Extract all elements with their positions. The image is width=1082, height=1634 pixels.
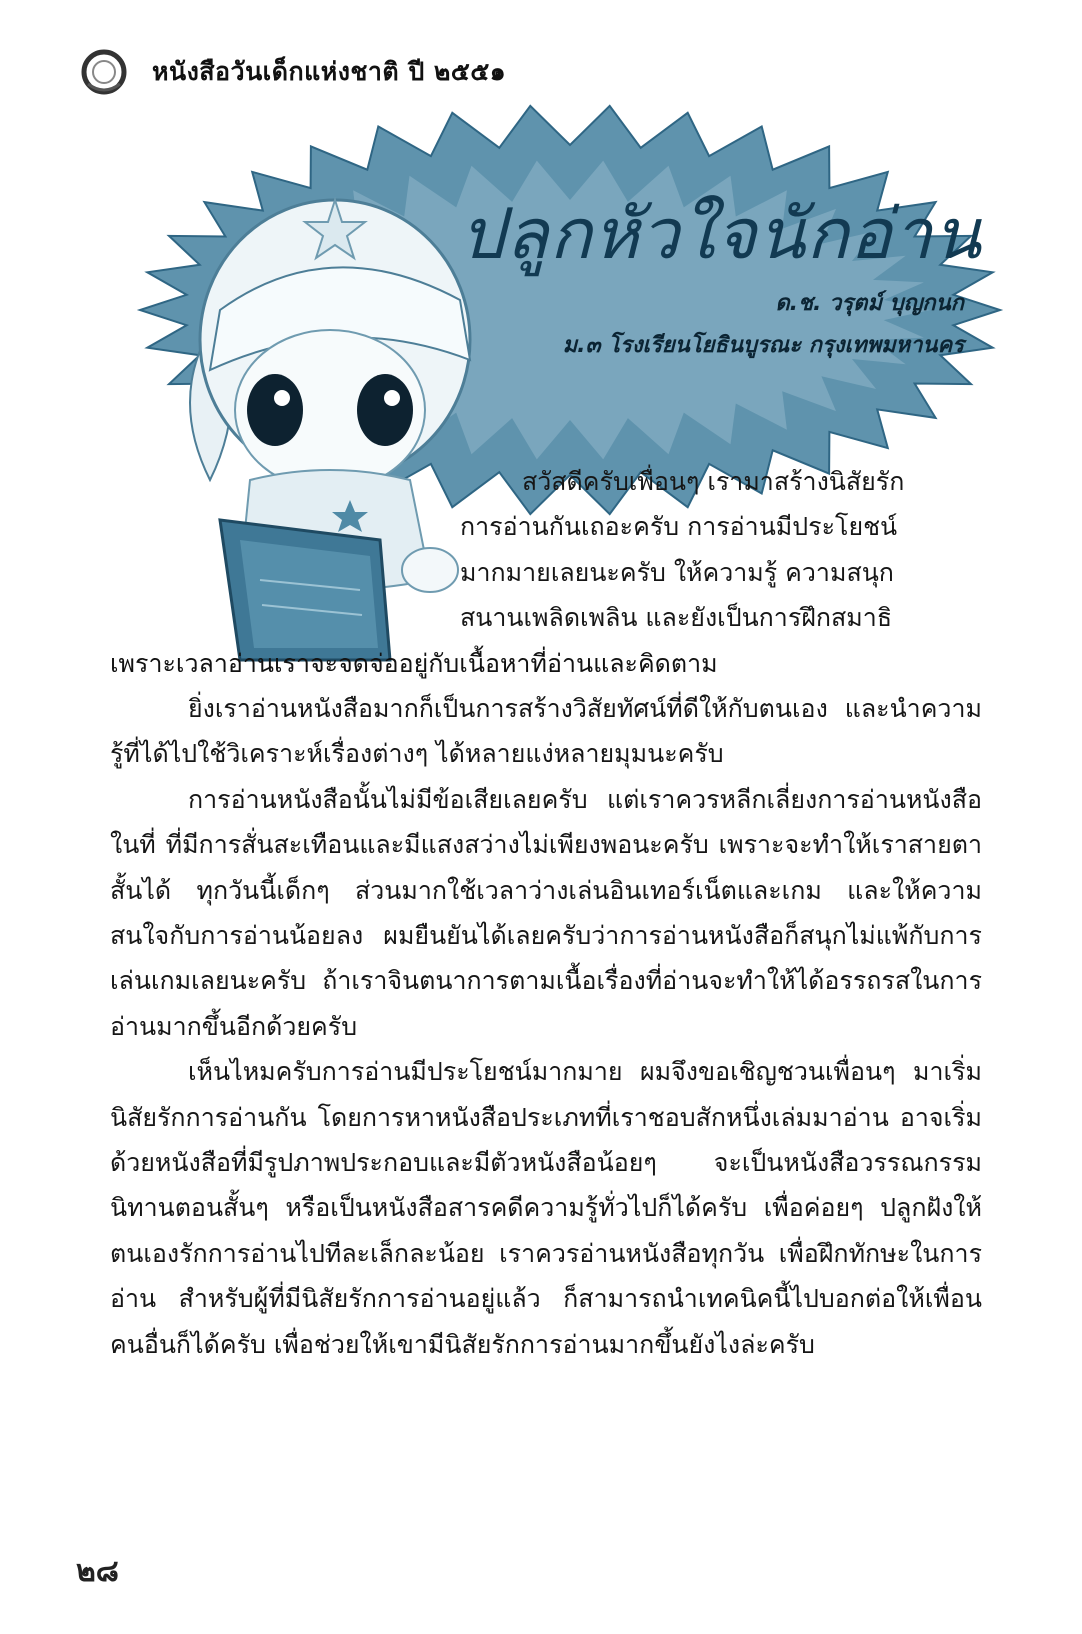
paragraph-1-wrapped xyxy=(460,459,982,641)
paragraph-4: เห็นไหมครับการอ่านมีประโยชน์มากมาย ผมจึงขอเชิญชวนเพื่อนๆ มาเริ่มนิสัยรักการอ่านกัน โดยการหาหนังสือประเภทที่เราชอบสักหนึ่งเล่มมาอ่าน อาจเริ่มด้วยหนังสือที่มีรูปภาพประกอบและมีตัวหนังสือน้อยๆ จะเป็นหนังสือวรรณกรรม นิทานตอนสั้นๆ หรือเป็นหนังสือสารคดีความรู้ทั่วไปก็ได้ครับ เพื่อค่อยๆ ปลูกฝังให้ตนเองรักการอ่านไปทีละเล็กละน้อย เราควรอ่านหนังสือทุกวัน เพื่อฝึกทักษะในการอ่าน สำหรับผู้ที่มีนิสัยรักการอ่านอยู่แล้ว ก็สามารถนำเทคนิคนี้ไปบอกต่อให้เพื่อนคนอื่นก็ได้ครับ เพื่อช่วยให้เขามีนิสัยรักการอ่านมากขึ้นยังไงล่ะครับ xyxy=(110,1057,982,1359)
page-header xyxy=(78,44,506,100)
book-title: หนังสือวันเด็กแห่งชาติ ปี ๒๕๕๑ xyxy=(152,57,507,86)
swirl-logo-icon xyxy=(78,46,130,98)
paragraph-2: ยิ่งเราอ่านหนังสือมากก็เป็นการสร้างวิสัยทัศน์ที่ดีให้กับตนเอง และนำความรู้ที่ได้ไปใช้วิเคราะห์เรื่องต่างๆ ได้หลายแง่หลายมุมนะครับ xyxy=(110,694,982,769)
paragraph-1-line-2: การอ่านกันเถอะครับ การอ่านมีประโยชน์ xyxy=(460,512,898,542)
article-title: ปลูกหัวใจนักอ่าน xyxy=(460,193,982,275)
paragraph-1-line-1: สวัสดีครับเพื่อนๆ เรามาสร้างนิสัยรัก xyxy=(522,467,905,496)
body-paragraphs xyxy=(110,686,982,1367)
paragraph-1-line-4: สนานเพลิดเพลิน และยังเป็นการฝึกสมาธิ xyxy=(460,603,893,633)
page-number: ๒๘ xyxy=(76,1554,119,1589)
paragraph-1-tail: เพราะเวลาอ่านเราจะจดจ่ออยู่กับเนื้อหาที่อ่านและคิดตาม xyxy=(110,649,718,678)
author-name: ด.ช. วรุตม์ บุญกนก xyxy=(775,291,964,316)
paragraph-1-line-3: มากมายเลยนะครับ ให้ความรู้ ความสนุก xyxy=(460,557,894,587)
reading-girl-illustration xyxy=(170,160,500,680)
author-school: ม.๓ โรงเรียนโยธินบูรณะ กรุงเทพมหานคร xyxy=(562,333,964,358)
paragraph-3: การอ่านหนังสือนั้นไม่มีข้อเสียเลยครับ แต่เราควรหลีกเลี่ยงการอ่านหนังสือในที่ ที่มีการสั่นสะเทือนและมีแสงสว่างไม่เพียงพอนะครับ เพราะจะทำให้เราสายตาสั้นได้ ทุกวันนี้เด็กๆ ส่วนมากใช้เวลาว่างเล่นอินเทอร์เน็ตและเกม และให้ความสนใจกับการอ่านน้อยลง ผมยืนยันได้เลยครับว่าการอ่านหนังสือก็สนุกไม่แพ้กับการเล่นเกมเลยนะครับ ถ้าเราจินตนาการตามเนื้อเรื่องที่อ่านจะทำให้ได้อรรถรสในการอ่านมากขึ้นอีกด้วยครับ xyxy=(110,784,982,1041)
